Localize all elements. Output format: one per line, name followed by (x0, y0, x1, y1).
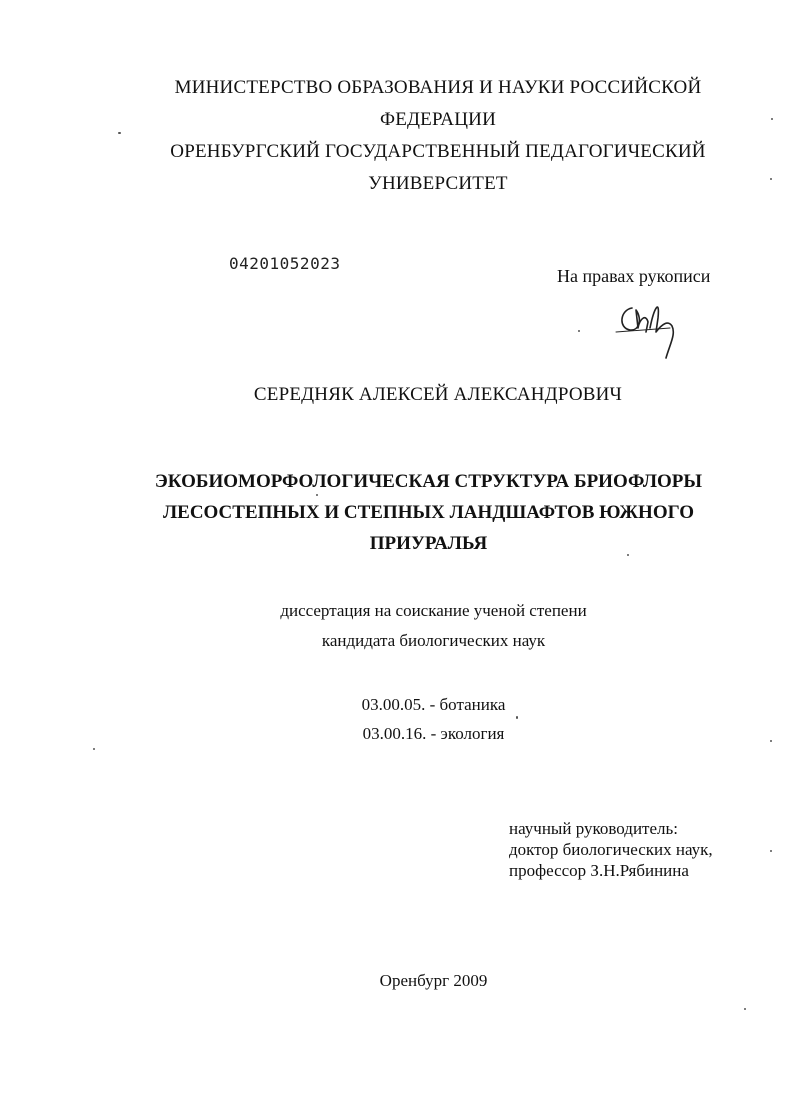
scan-speck (770, 178, 772, 180)
city-year (0, 971, 797, 991)
degree-line-2: кандидата биологических наук (321, 631, 546, 650)
scan-speck (770, 850, 772, 852)
scan-speck (93, 748, 95, 750)
scan-speck (771, 118, 773, 120)
header-line-4: УНИВЕРСИТЕТ (368, 173, 508, 194)
supervisor-line-1: научный руководитель: (509, 819, 678, 838)
header-line-2: ФЕДЕРАЦИИ (379, 109, 496, 130)
scan-speck (770, 740, 772, 742)
specialty-codes (0, 690, 797, 748)
author-name-text: СЕРЕДНЯК АЛЕКСЕЙ АЛЕКСАНДРОВИЧ (253, 384, 623, 405)
author-name (0, 384, 797, 406)
supervisor-line-2: доктор биологических наук, (509, 840, 713, 859)
degree-statement (0, 596, 797, 656)
rights-note: На правах рукописи (557, 266, 711, 286)
scan-speck (627, 554, 629, 556)
header-line-1: МИНИСТЕРСТВО ОБРАЗОВАНИЯ И НАУКИ РОССИЙСКОЙ (174, 77, 702, 98)
scan-speck (118, 132, 121, 134)
title-line-3: ПРИУРАЛЬЯ (369, 533, 488, 554)
city-year-text: Оренбург 2009 (379, 971, 488, 990)
scan-speck (316, 494, 318, 496)
supervisor-block (509, 818, 713, 881)
header-line-3: ОРЕНБУРГСКИЙ ГОСУДАРСТВЕННЫЙ ПЕДАГОГИЧЕСКИЙ (170, 141, 706, 162)
dissertation-title (0, 466, 797, 559)
title-line-1: ЭКОБИОМОРФОЛОГИЧЕСКАЯ СТРУКТУРА БРИОФЛОРЫ (154, 471, 703, 492)
ministry-header (0, 72, 797, 200)
signature-icon (610, 288, 690, 368)
supervisor-line-3: профессор З.Н.Рябинина (509, 861, 689, 880)
library-stamp-code: 04201052023 (229, 254, 341, 273)
scan-speck (578, 330, 580, 332)
specialty-botany: 03.00.05. - ботаника (361, 695, 506, 714)
scan-speck (516, 716, 518, 719)
scan-speck (744, 1008, 746, 1010)
specialty-ecology: 03.00.16. - экология (362, 724, 505, 743)
title-line-2: ЛЕСОСТЕПНЫХ И СТЕПНЫХ ЛАНДШАФТОВ ЮЖНОГО (163, 502, 694, 523)
degree-line-1: диссертация на соискание ученой степени (280, 601, 587, 620)
